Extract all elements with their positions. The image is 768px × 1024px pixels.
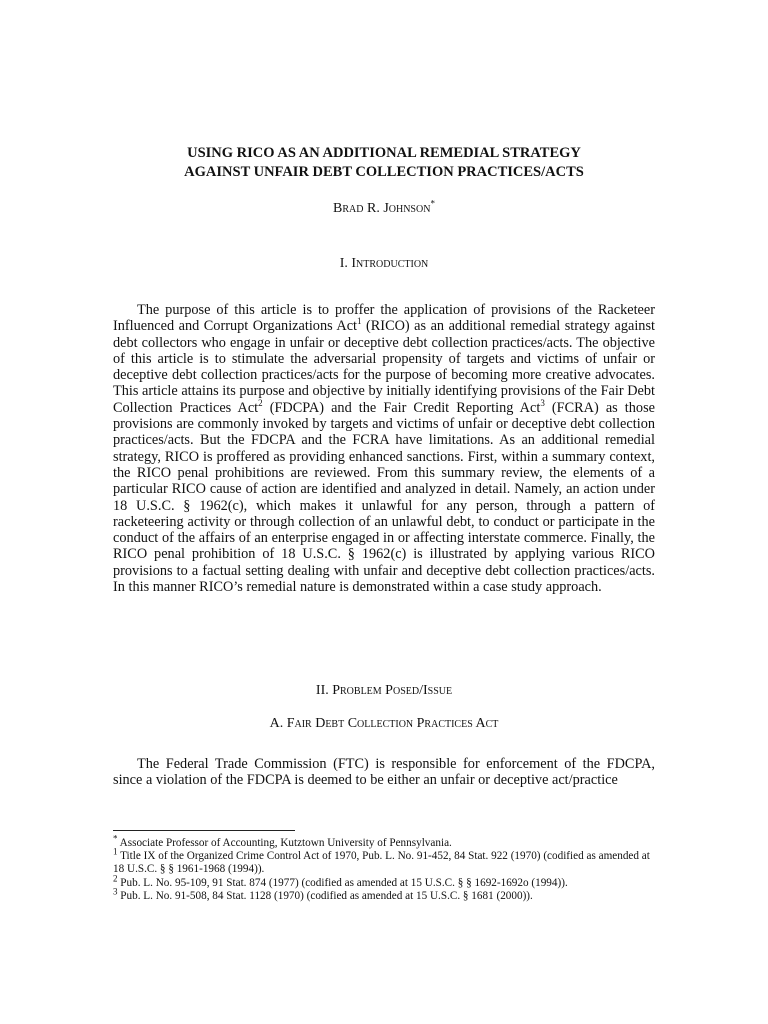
footnote-1: $^1$ Title IX of the Organized Crime Control Act of 1970, Pub. L. No. 91-452, 84 Stat. 922 (1970) (codified as amended at 18 U.S.C. § § 1961-1968 (1994)).: [113, 846, 650, 876]
introduction-paragraph: [113, 302, 655, 595]
para-text-1: The purpose of this article is to proffer the application of provisions of the Racketeer Influenced and Corrupt Organizations Act: [113, 302, 655, 335]
footnote-divider: [113, 830, 295, 831]
author-name: Brad R. Johnson: [333, 201, 431, 216]
author-line: [0, 198, 768, 217]
para-text-4: (FCRA) as those provisions are commonly invoked by targets and victims of unfair or deceptive debt collection practices/acts. But the FDCPA and the FCRA have limitations. As an additional remedial strategy, RICO is proffered as providing enhanced sanctions. First, within a summary context, the RICO penal prohibitions are reviewed. From this summary review, the elements of a particular RICO cause of action are identified and analyzed in detail. Namely, an action under 18 U.S.C. § 1962(c), which makes it unlawful for any person, through a pattern of racketeering activity or through collection of an unlawful debt, to conduct or participate in the conduct of the affairs of an enterprise engaged in or affecting interstate commerce. Finally, the RICO penal prohibition of 18 U.S.C. § 1962(c) is illustrated by applying various RICO provisions to a factual setting dealing with unfair and deceptive debt collection practices/acts. In this manner RICO’s remedial nature is demonstrated within a case study approach.: [113, 399, 655, 596]
footnote-ref-1: 1: [357, 316, 362, 327]
footnotes: [113, 833, 658, 903]
para-text-2: (RICO) as an additional remedial strategy against debt collectors who engage in unfair or deceptive debt collection practices/acts. The objective of this article is to stimulate the adversarial propensity of targets and victims of unfair or deceptive debt collection practices/acts for the purpose of becoming more creative advocates. This article attains its purpose and objective by initially identifying provisions of the Fair Debt Collection Practices Act: [113, 318, 655, 416]
title-line-2: AGAINST UNFAIR DEBT COLLECTION PRACTICES/ACTS: [184, 164, 584, 180]
footnote-3: $^3$ Pub. L. No. 91-508, 84 Stat. 1128 (1970) (codified as amended at 15 U.S.C. § 1681 (2000)).: [113, 886, 533, 902]
footnote-2: $^2$ Pub. L. No. 95-109, 91 Stat. 874 (1977) (codified as amended at 15 U.S.C. § § 1692-1692o (1994)).: [113, 872, 568, 889]
author-footnote-mark: *: [430, 198, 435, 209]
title-line-1: USING RICO AS AN ADDITIONAL REMEDIAL STRATEGY: [187, 145, 581, 161]
para-text-3: (FDCPA) and the Fair Credit Reporting Act: [262, 399, 541, 416]
fdcpa-paragraph: The Federal Trade Commission (FTC) is responsible for enforcement of the FDCPA, since a violation of the FDCPA is deemed to be either an unfair or deceptive act/practice: [113, 756, 655, 789]
subsection-heading-fdcpa: A. Fair Debt Collection Practices Act: [269, 716, 499, 731]
section-heading-introduction: I. Introduction: [339, 256, 429, 271]
article-title: [0, 144, 768, 182]
section-heading-problem: II. Problem Posed/Issue: [315, 683, 453, 698]
footnote-ref-2: 2: [258, 398, 263, 409]
footnote-author: * Associate Professor of Accounting, Kutztown University of Pennsylvania.: [113, 833, 452, 849]
footnote-ref-3: 3: [540, 398, 545, 409]
